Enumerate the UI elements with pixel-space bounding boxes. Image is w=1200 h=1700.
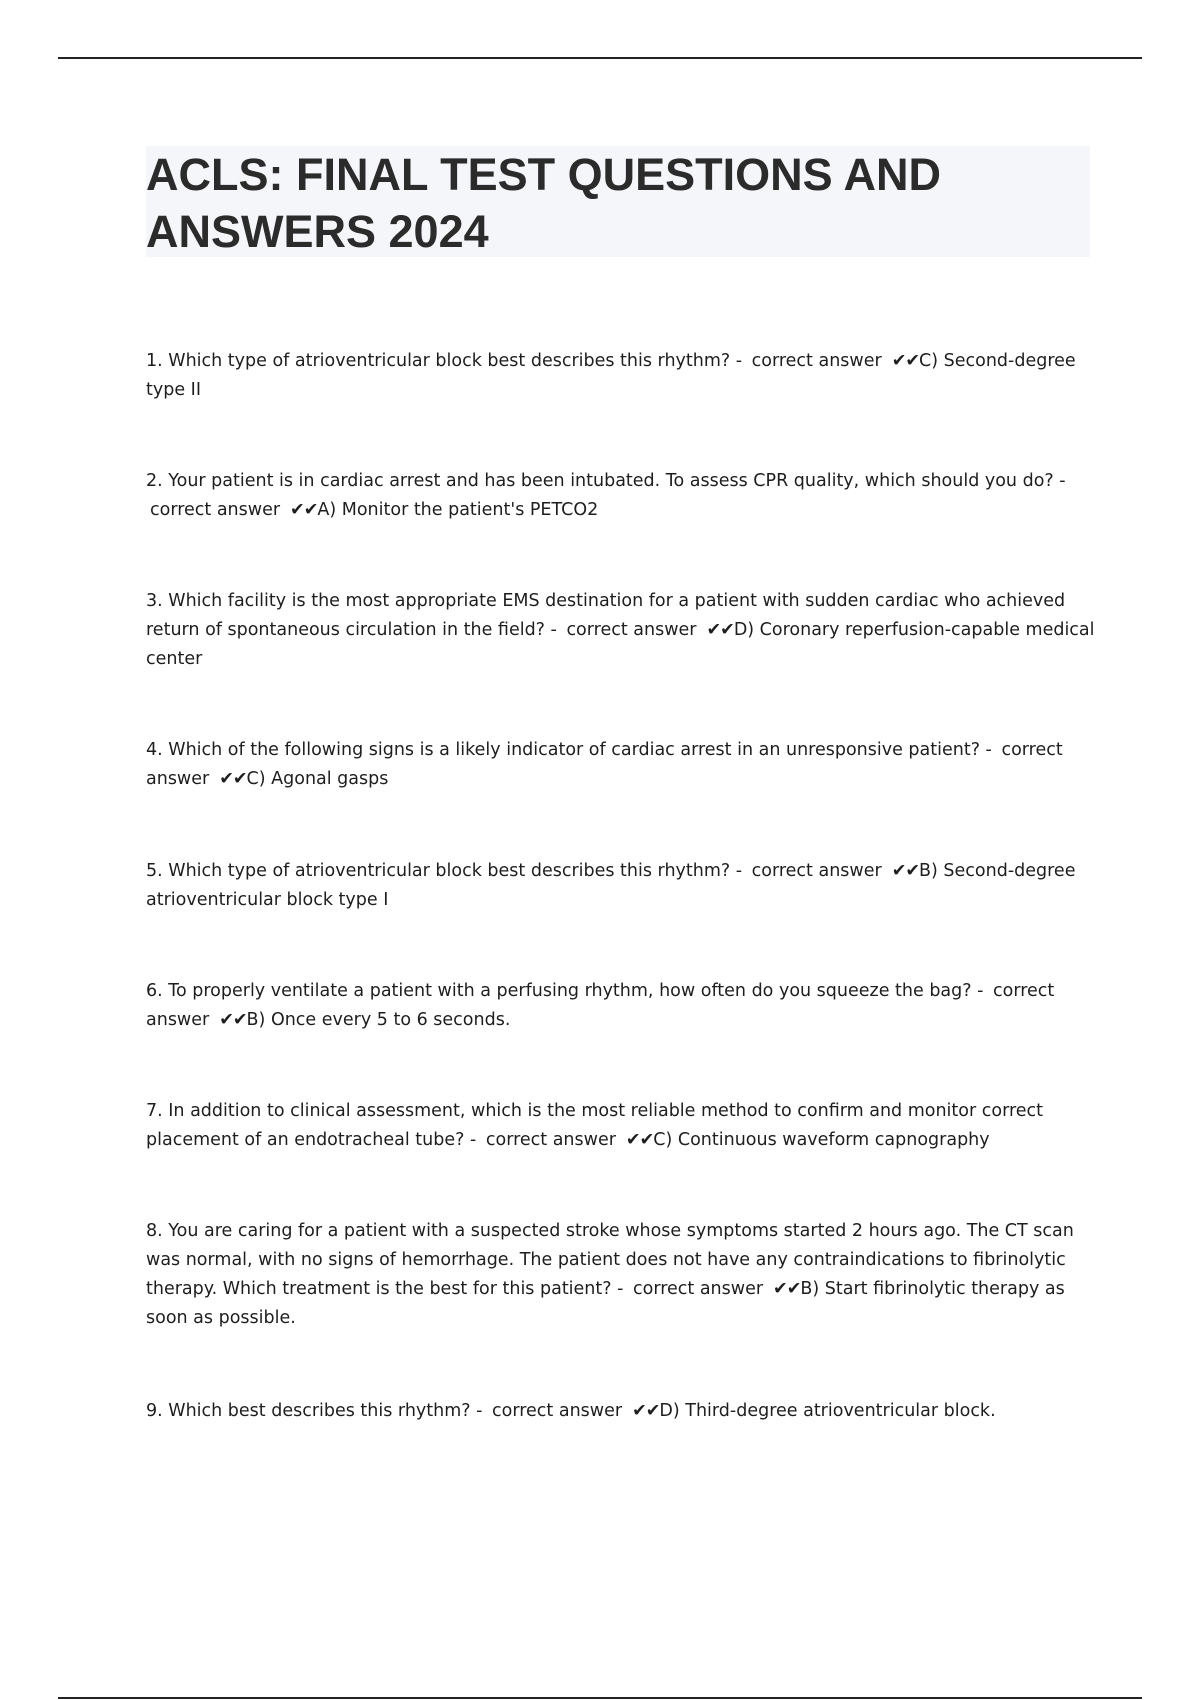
double-check-icon: ✔✔: [632, 1401, 660, 1421]
document-title-line-2: ANSWERS 2024: [146, 206, 489, 257]
correct-answer-label: correct answer: [146, 740, 1063, 789]
answer-text: D) Coronary reperfusion-capable medical center: [146, 620, 1095, 669]
double-check-icon: ✔✔: [219, 1010, 247, 1030]
correct-answer-label: correct answer: [633, 1279, 764, 1299]
qa-item-5: [146, 857, 1096, 915]
correct-answer-label: correct answer: [751, 351, 882, 371]
correct-answer-label: correct answer: [150, 500, 281, 520]
double-check-icon: ✔✔: [891, 351, 920, 371]
answer-text: D) Third-degree atrioventricular block.: [659, 1401, 996, 1421]
answer-text: A) Monitor the patient's PETCO2: [317, 500, 599, 520]
qa-item-4: [146, 736, 1096, 794]
question-text: 1. Which type of atrioventricular block best describes this rhythm? -: [146, 351, 743, 371]
double-check-icon: ✔✔: [773, 1279, 801, 1299]
qa-item-7: [146, 1097, 1096, 1155]
answer-text: C) Agonal gasps: [246, 769, 389, 789]
question-text: 3. Which facility is the most appropriate EMS destination for a patient with sudden cardiac who achieved return of spontaneous circulation in the field? -: [146, 591, 1066, 640]
answer-text: B) Start fibrinolytic therapy as soon as possible.: [146, 1279, 1065, 1328]
answer-text: C) Continuous waveform capnography: [653, 1130, 990, 1150]
answer-text: B) Once every 5 to 6 seconds.: [246, 1010, 511, 1030]
bottom-divider: [58, 1697, 1142, 1699]
correct-answer-label: correct answer: [492, 1401, 623, 1421]
qa-item-3: [146, 587, 1096, 674]
correct-answer-label: correct answer: [566, 620, 697, 640]
qa-item-2: [146, 467, 1096, 525]
question-text: 7. In addition to clinical assessment, which is the most reliable method to confirm and monitor correct placement of an endotracheal tube? -: [146, 1101, 1044, 1150]
question-text: 4. Which of the following signs is a likely indicator of cardiac arrest in an unresponsive patient? -: [146, 740, 992, 760]
answer-text: B) Second-degree atrioventricular block type I: [146, 861, 1076, 910]
double-check-icon: ✔✔: [625, 1130, 654, 1150]
question-text: 5. Which type of atrioventricular block best describes this rhythm? -: [146, 861, 743, 881]
qa-item-8: [146, 1217, 1096, 1333]
question-text: 6. To properly ventilate a patient with a perfusing rhythm, how often do you squeeze the bag? -: [146, 981, 984, 1001]
qa-item-9: [146, 1397, 1096, 1426]
title-banner: [146, 146, 1090, 257]
double-check-icon: ✔✔: [891, 861, 920, 881]
question-text: 9. Which best describes this rhythm? -: [146, 1401, 483, 1421]
correct-answer-label: correct answer: [146, 981, 1055, 1030]
answer-text: C) Second-degree type II: [146, 351, 1076, 400]
correct-answer-label: correct answer: [751, 861, 882, 881]
question-text: 2. Your patient is in cardiac arrest and has been intubated. To assess CPR quality, which should you do? -: [146, 471, 1066, 491]
qa-item-1: [146, 347, 1096, 405]
correct-answer-label: correct answer: [485, 1130, 616, 1150]
double-check-icon: ✔✔: [706, 620, 734, 640]
qa-item-6: [146, 977, 1096, 1035]
document-title-line-1: ACLS: FINAL TEST QUESTIONS AND: [146, 149, 942, 200]
double-check-icon: ✔✔: [219, 769, 247, 789]
top-divider: [58, 57, 1142, 59]
question-text: 8. You are caring for a patient with a suspected stroke whose symptoms started 2 hours ago. The CT scan was normal, with no signs of hemorrhage. The patient does not have any contraindications to fibrinolytic therapy. Which treatment is the best for this patient? -: [146, 1221, 1074, 1299]
double-check-icon: ✔✔: [290, 500, 318, 520]
